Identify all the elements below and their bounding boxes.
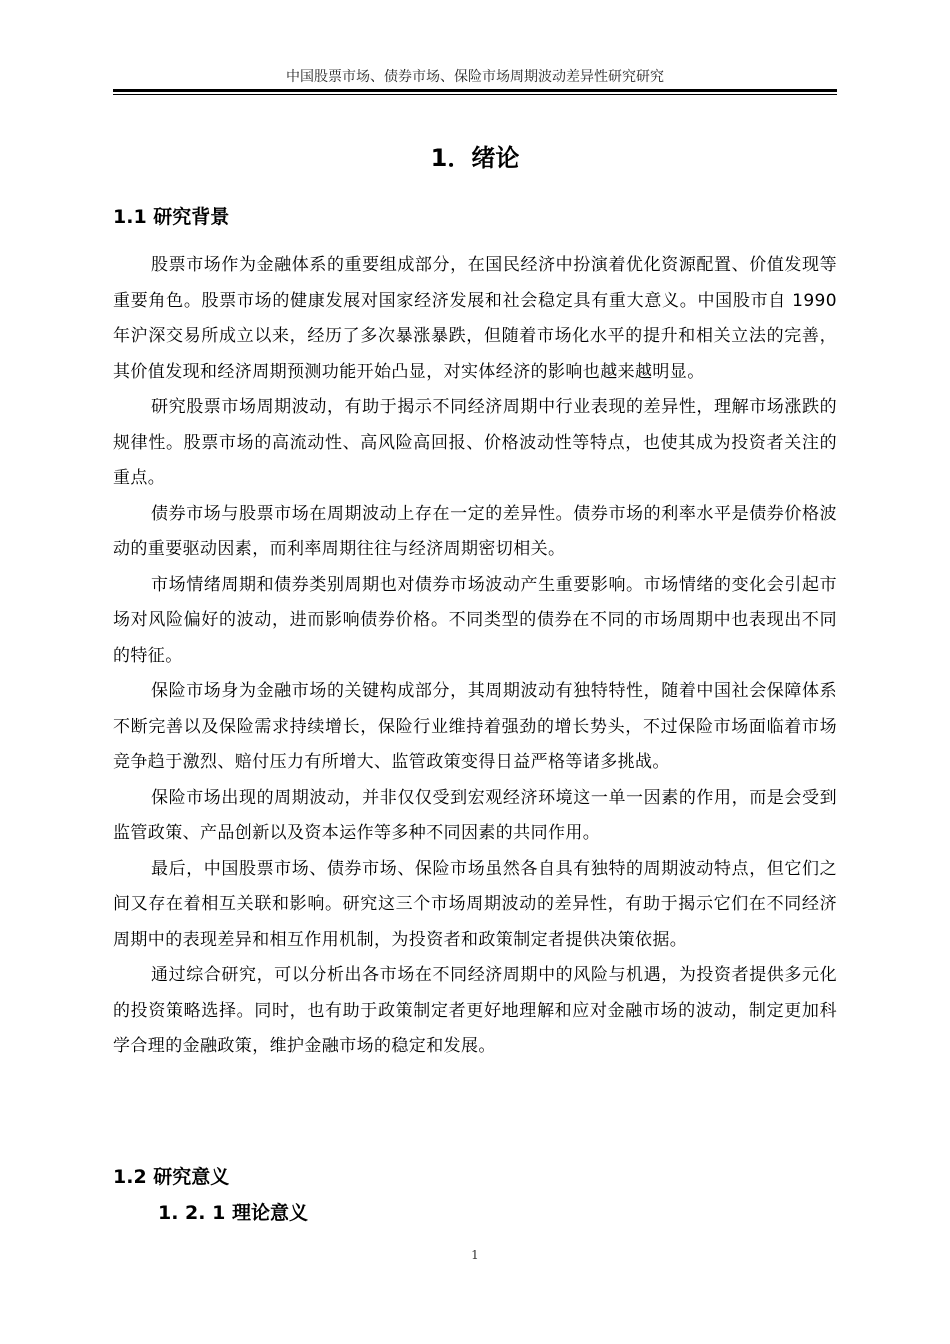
subsection-heading-1-2-1: 1. 2. 1 理论意义 bbox=[158, 1202, 308, 1224]
section-heading-1-1: 1.1 研究背景 bbox=[113, 206, 230, 228]
paragraph: 市场情绪周期和债券类别周期也对债券市场波动产生重要影响。市场情绪的变化会引起市场对风险偏好的波动，进而影响债券价格。不同类型的债券在不同的市场周期中也表现出不同的特征。 bbox=[113, 574, 837, 666]
header-rule-thick bbox=[113, 89, 837, 92]
paragraph: 最后，中国股票市场、债券市场、保险市场虽然各自具有独特的周期波动特点，但它们之间又存在着相互关联和影响。研究这三个市场周期波动的差异性，有助于揭示它们在不同经济周期中的表现差异和相互作用机制，为投资者和政策制定者提供决策依据。 bbox=[113, 858, 837, 950]
paragraph: 债券市场与股票市场在周期波动上存在一定的差异性。债券市场的利率水平是债券价格波动的重要驱动因素，而利率周期往往与经济周期密切相关。 bbox=[113, 503, 837, 559]
paragraph: 通过综合研究，可以分析出各市场在不同经济周期中的风险与机遇，为投资者提供多元化的投资策略选择。同时，也有助于政策制定者更好地理解和应对金融市场的波动，制定更加科学合理的金融政策，维护金融市场的稳定和发展。 bbox=[113, 965, 837, 1056]
paragraph: 股票市场作为金融体系的重要组成部分，在国民经济中扮演着优化资源配置、价值发现等重要角色。股票市场的健康发展对国家经济发展和社会稳定具有重大意义。中国股市自 1990 年沪深交易所成立以来，经历了多次暴涨暴跌，但随着市场化水平的提升和相关立法的完善，其价值发现和经济周期预测功能开始凸显，对实体经济的影响也越来越明显。 bbox=[113, 255, 837, 382]
paragraph: 保险市场出现的周期波动，并非仅仅受到宏观经济环境这一单一因素的作用，而是会受到监管政策、产品创新以及资本运作等多种不同因素的共同作用。 bbox=[113, 787, 837, 843]
page-number: 1 bbox=[471, 1248, 479, 1262]
paragraph: 保险市场身为金融市场的关键构成部分，其周期波动有独特特性，随着中国社会保障体系不断完善以及保险需求持续增长，保险行业维持着强劲的增长势头，不过保险市场面临着市场竞争趋于激烈、赔付压力有所增大、监管政策变得日益严格等诸多挑战。 bbox=[113, 681, 837, 772]
chapter-title: 1．绪论 bbox=[430, 144, 520, 172]
paragraph: 研究股票市场周期波动，有助于揭示不同经济周期中行业表现的差异性，理解市场涨跌的规律性。股票市场的高流动性、高风险高回报、价格波动性等特点，也使其成为投资者关注的重点。 bbox=[113, 397, 837, 488]
running-header: 中国股票市场、债券市场、保险市场周期波动差异性研究研究 bbox=[286, 69, 664, 85]
section-heading-1-2: 1.2 研究意义 bbox=[113, 1166, 230, 1188]
header-rule-thin bbox=[113, 94, 837, 95]
section-1-1-body bbox=[113, 248, 837, 1065]
